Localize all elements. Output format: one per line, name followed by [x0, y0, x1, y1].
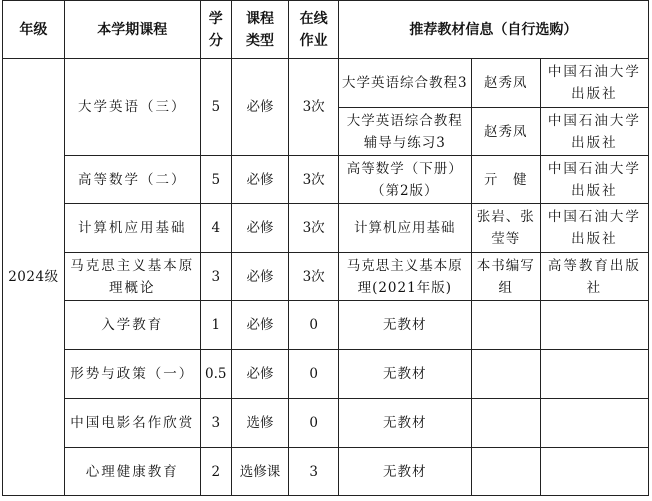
- course-type: 必修: [231, 204, 289, 253]
- course-name: 大学英语（三）: [64, 59, 200, 156]
- homework-count: 3次: [289, 59, 338, 156]
- textbook-title: 马克思主义基本原理(2021年版): [338, 253, 471, 301]
- course-name: 心理健康教育: [64, 448, 200, 496]
- course-type: 必修: [231, 59, 289, 156]
- no-textbook: 无教材: [338, 448, 471, 496]
- homework-count: 3: [289, 448, 338, 496]
- textbook-publisher: 高等教育出版社: [540, 253, 648, 301]
- table-row: [3, 301, 649, 350]
- homework-count: 3次: [289, 156, 338, 204]
- header-textbook-info: 推荐教材信息（自行选购）: [338, 1, 648, 59]
- header-course: 本学期课程: [64, 1, 200, 59]
- empty-publisher: [540, 448, 648, 496]
- textbook-publisher: 中国石油大学出版社: [540, 204, 648, 253]
- empty-author: [471, 448, 540, 496]
- credit-value: 5: [200, 59, 231, 156]
- course-name: 中国电影名作欣赏: [64, 399, 200, 448]
- no-textbook: 无教材: [338, 350, 471, 399]
- textbook-author: 本书编写组: [471, 253, 540, 301]
- textbook-title: 高等数学（下册）（第2版）: [338, 156, 471, 204]
- textbook-publisher: 中国石油大学出版社: [540, 59, 648, 108]
- textbook-title: 大学英语综合教程3: [338, 59, 471, 108]
- header-credit-line1: 学: [208, 10, 223, 27]
- homework-count: 3次: [289, 204, 338, 253]
- course-type: 必修: [231, 156, 289, 204]
- grade-cell: 2024级: [3, 59, 65, 496]
- credit-value: 0.5: [200, 350, 231, 399]
- textbook-publisher: 中国石油大学出版社: [540, 156, 648, 204]
- homework-count: 3次: [289, 253, 338, 301]
- textbook-title: 大学英语综合教程辅导与练习3: [338, 108, 471, 156]
- textbook-author: 亓 健: [471, 156, 540, 204]
- table-row: [3, 350, 649, 399]
- course-type: 必修: [231, 301, 289, 350]
- table-row: [3, 253, 649, 301]
- course-type: 选修课: [231, 448, 289, 496]
- empty-publisher: [540, 399, 648, 448]
- header-grade: 年级: [3, 1, 65, 59]
- header-row: [3, 1, 649, 59]
- empty-author: [471, 399, 540, 448]
- course-type: 选修: [231, 399, 289, 448]
- table-row: [3, 59, 649, 108]
- header-course-type: [231, 1, 289, 59]
- table-row: [3, 399, 649, 448]
- textbook-author: 张岩、张莹等: [471, 204, 540, 253]
- homework-count: 0: [289, 399, 338, 448]
- homework-count: 0: [289, 350, 338, 399]
- credit-value: 2: [200, 448, 231, 496]
- header-type-line1: 课程: [246, 10, 275, 27]
- header-credit: [200, 1, 231, 59]
- header-type-line2: 类型: [246, 32, 275, 49]
- textbook-publisher: 中国石油大学出版社: [540, 108, 648, 156]
- table-row: [3, 204, 649, 253]
- header-homework-line2: 作业: [299, 32, 328, 49]
- textbook-author: 赵秀凤: [471, 108, 540, 156]
- course-name: 马克思主义基本原理概论: [64, 253, 200, 301]
- empty-publisher: [540, 350, 648, 399]
- course-name: 计算机应用基础: [64, 204, 200, 253]
- course-name: 形势与政策（一）: [64, 350, 200, 399]
- empty-publisher: [540, 301, 648, 350]
- header-credit-line2: 分: [208, 32, 223, 49]
- credit-value: 3: [200, 399, 231, 448]
- course-name: 入学教育: [64, 301, 200, 350]
- table-row: [3, 448, 649, 496]
- empty-author: [471, 301, 540, 350]
- empty-author: [471, 350, 540, 399]
- no-textbook: 无教材: [338, 301, 471, 350]
- no-textbook: 无教材: [338, 399, 471, 448]
- credit-value: 1: [200, 301, 231, 350]
- header-homework-line1: 在线: [299, 10, 328, 27]
- textbook-title: 计算机应用基础: [338, 204, 471, 253]
- credit-value: 3: [200, 253, 231, 301]
- course-type: 必修: [231, 350, 289, 399]
- table-row: [3, 156, 649, 204]
- credit-value: 5: [200, 156, 231, 204]
- course-table: [2, 0, 649, 496]
- credit-value: 4: [200, 204, 231, 253]
- header-online-homework: [289, 1, 338, 59]
- course-name: 高等数学（二）: [64, 156, 200, 204]
- textbook-author: 赵秀凤: [471, 59, 540, 108]
- course-type: 必修: [231, 253, 289, 301]
- homework-count: 0: [289, 301, 338, 350]
